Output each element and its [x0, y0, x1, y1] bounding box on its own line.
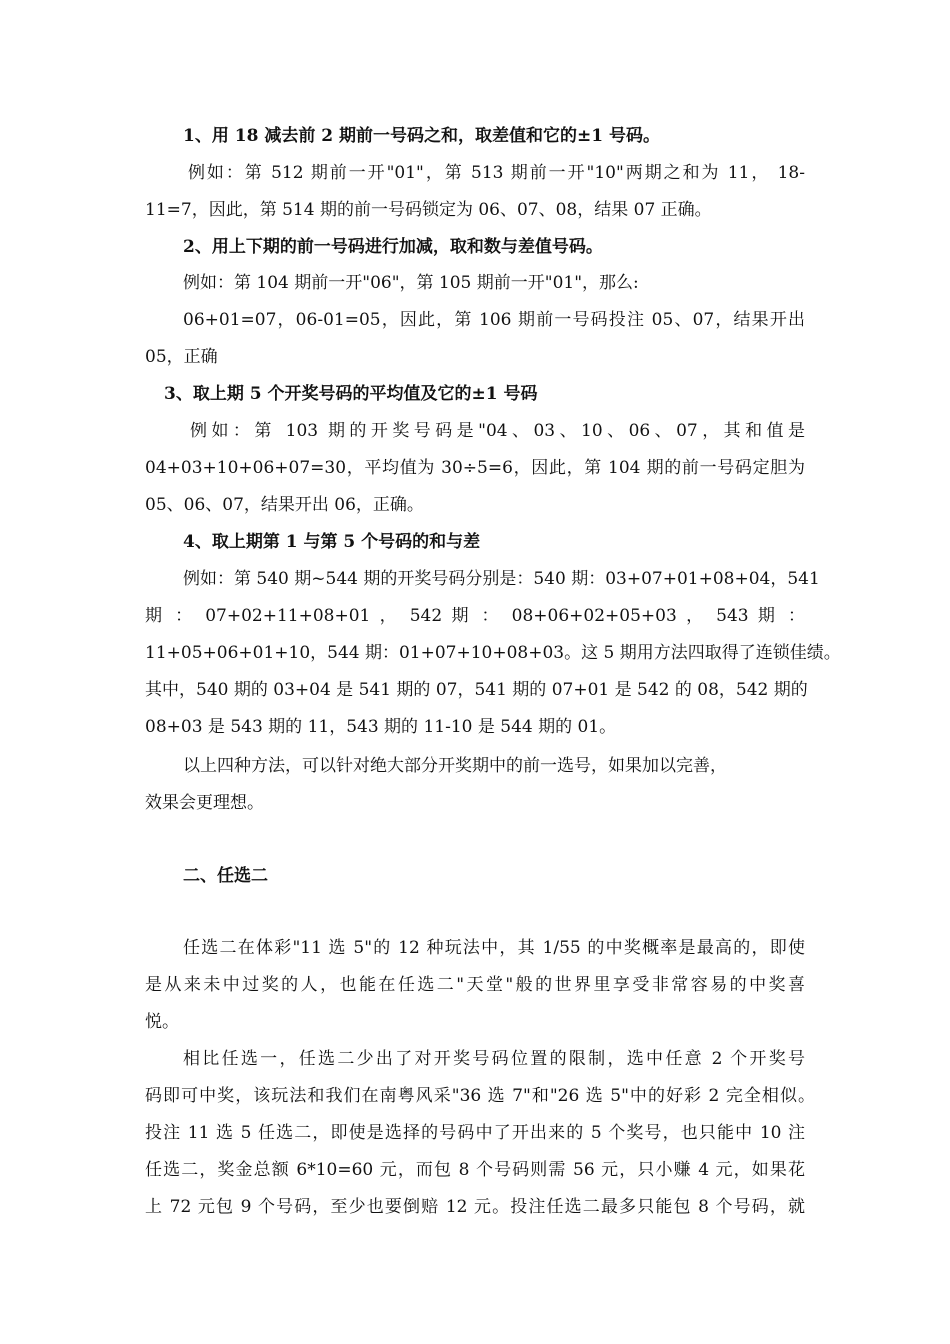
paragraph-text: 例如：第 103 期的开奖号码是"04、03、10、06、07，其和值是	[190, 421, 805, 441]
paragraph-text: 08+03 是 543 期的 11，543 期的 11-10 是 544 期的 01。	[145, 717, 617, 737]
method-4-heading: 4、取上期第 1 与第 5 个号码的和与差	[183, 532, 481, 552]
paragraph-text: 悦。	[145, 1012, 179, 1032]
method-2-heading: 2、用上下期的前一号码进行加减，取和数与差值号码。	[183, 237, 603, 257]
method-1-heading: 1、用 18 减去前 2 期前一号码之和，取差值和它的±1 号码。	[183, 126, 660, 146]
paragraph-text: 11=7，因此，第 514 期的前一号码锁定为 06、07、08，结果 07 正确。	[145, 200, 712, 220]
paragraph-text: 04+03+10+06+07=30，平均值为 30÷5=6，因此，第 104 期的前一号码定胆为	[145, 458, 805, 478]
paragraph-text: 05，正确	[145, 347, 218, 367]
paragraph-text: 05、06、07，结果开出 06，正确。	[145, 495, 424, 515]
paragraph-text: 例如：第 540 期~544 期的开奖号码分别是：540 期：03+07+01+08+04，541	[183, 569, 820, 589]
paragraph-text: 上 72 元包 9 个号码，至少也要倒赔 12 元。投注任选二最多只能包 8 个号码，就	[145, 1197, 805, 1217]
paragraph-text: 任选二，奖金总额 6*10=60 元，而包 8 个号码则需 56 元，只小赚 4 元，如果花	[145, 1160, 805, 1180]
paragraph-text: 任选二在体彩"11 选 5"的 12 种玩法中，其 1/55 的中奖概率是最高的，即使	[183, 938, 805, 958]
paragraph-text: 例如：第 512 期前一开"01"，第 513 期前一开"10"两期之和为 11， 18-	[188, 163, 805, 183]
paragraph-text: 期 ： 07+02+11+08+01 ， 542 期 ： 08+06+02+05+03 ， 543 期 ：	[145, 606, 805, 626]
method-3-heading: 3、取上期 5 个开奖号码的平均值及它的±1 号码	[164, 384, 538, 404]
paragraph-text: 其中，540 期的 03+04 是 541 期的 07，541 期的 07+01 是 542 的 08，542 期的	[145, 680, 808, 700]
paragraph-text: 码即可中奖，该玩法和我们在南粤风采"36 选 7"和"26 选 5"中的好彩 2 完全相似。	[145, 1086, 815, 1106]
paragraph-text: 11+05+06+01+10，544 期：01+07+10+08+03。这 5 期用方法四取得了连锁佳绩。	[145, 643, 841, 663]
paragraph-text: 是从来未中过奖的人，也能在任选二"天堂"般的世界里享受非常容易的中奖喜	[145, 975, 805, 995]
paragraph-text: 以上四种方法，可以针对绝大部分开奖期中的前一选号，如果加以完善，	[183, 756, 727, 776]
paragraph-text: 效果会更理想。	[145, 793, 264, 813]
section-heading: 二、任选二	[183, 866, 268, 886]
paragraph-text: 相比任选一，任选二少出了对开奖号码位置的限制，选中任意 2 个开奖号	[183, 1049, 805, 1069]
paragraph-text: 06+01=07，06-01=05，因此，第 106 期前一号码投注 05、07，结果开出	[183, 310, 805, 330]
paragraph-text: 投注 11 选 5 任选二，即使是选择的号码中了开出来的 5 个奖号，也只能中 10 注	[145, 1123, 805, 1143]
paragraph-text: 例如：第 104 期前一开"06"，第 105 期前一开"01"，那么:	[183, 273, 639, 293]
